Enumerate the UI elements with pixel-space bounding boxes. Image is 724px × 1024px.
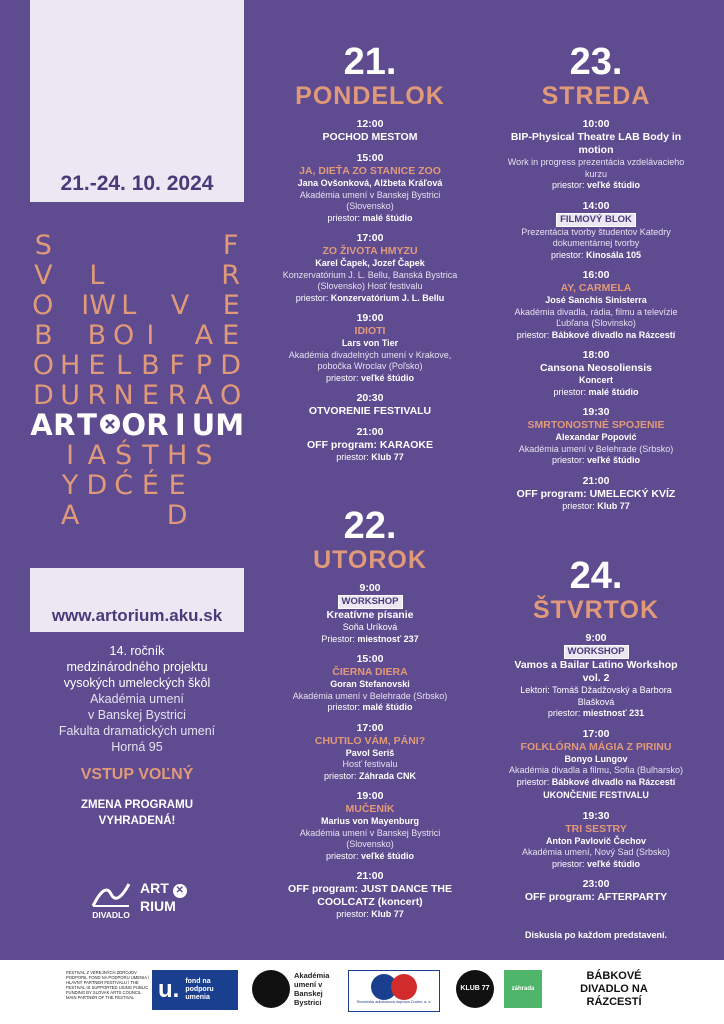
event: 14:00 FILMOVÝ BLOK Prezentácia tvorby študentov Katedry dokumentárnej tvorby priestor: Kinosála 105 [521, 199, 671, 260]
free-entry: VSTUP VOĽNÝ [80, 766, 194, 783]
day-number: 24. [569, 555, 623, 597]
event: 17:00 FOLKLÓRNA MÁGIA Z PIRINU Bonyo Lungov Akadémia divadla a filmu, Sofia (Bulharsko) priestor: Bábkové divadlo na Rázcestí UKONČENIE FESTIVALU [508, 727, 684, 800]
letter-row: Y D Ć É E [61, 469, 186, 501]
day-24 [506, 556, 686, 942]
discussion-note: Diskusia po každom predstavení. [524, 930, 668, 940]
workshop-badge: WORKSHOP [338, 595, 403, 609]
aku-icon [252, 970, 290, 1008]
day-name: ŠTVRTOK [533, 596, 659, 624]
event: 15:00 JA, DIEŤA ZO STANICE ZOO Jana Ovšonková, Alžbeta Kráľová Akadémia umení v Banskej Bystrici (Slovensko) priestor: malé štúdio [297, 152, 443, 223]
day-name: UTOROK [313, 546, 427, 574]
date-box [30, 0, 244, 202]
event: 12:00 POCHOD MESTOM [322, 118, 418, 143]
letter-row: I A Ś T H S [66, 439, 213, 471]
letter-row: B B O I A E [34, 319, 240, 351]
klub77-logo: KLUB 77 [456, 970, 494, 1008]
event: 19:00 MUČENÍK Marius von Mayenburg Akadémia umení v Banskej Bystrici (Slovensko) priestor: veľké štúdio [299, 790, 441, 861]
aku-logo: Akadémia umení v Banskej Bystrici [252, 970, 344, 1008]
letter-row: D U R N E R A O [32, 379, 242, 411]
letter-row: A D [60, 499, 188, 531]
divadlo-logo: DIVADLO [90, 880, 132, 920]
edition-info: 14. ročník medzinárodného projektu vysokých umeleckých škôl Akadémia umení v Banskej Bystrici Fakulta dramatických umení Horná 95 [58, 644, 216, 754]
day-21 [280, 42, 460, 464]
letter-row: O H E L B F P D [32, 349, 242, 381]
day-number: 23. [569, 41, 623, 83]
letter-row: S F [34, 229, 239, 261]
event: 9:00 WORKSHOP Kreatívne písanie Soňa Uríková Priestor: miestnosť 237 [321, 582, 419, 644]
event: 18:00 Cansona Neosoliensis Koncert priestor: malé štúdio [539, 349, 653, 397]
brand-wordmark: A R T O R I U M [30, 408, 245, 442]
workshop-badge: WORKSHOP [564, 645, 629, 659]
event: 16:00 AY, CARMELA José Sanchis Sinisterra Akadémia divadla, rádia, filmu a televízie Ľubľana (Slovinsko) priestor: Bábkové divadlo na Rázcestí [514, 269, 678, 340]
event: 20:30 OTVORENIE FESTIVALU [308, 392, 432, 417]
event: 10:00 BIP-Physical Theatre LAB Body in motion Work in progress prezentácia vzdelávacieho kurzu priestor: veľké štúdio [507, 118, 685, 190]
film-block-badge: FILMOVÝ BLOK [556, 213, 636, 227]
day-number: 22. [343, 505, 397, 547]
program-note: ZMENA PROGRAMU VYHRADENÁ! [80, 799, 193, 827]
day-number: 21. [343, 41, 397, 83]
event: 17:00 ZO ŽIVOTA HMYZU Karel Čapek, Jozef Čapek Konzervatórium J. L. Bellu, Banská Bystrica (Slovensko) Hosť festivalu priestor: Konzervatórium J. L. Bellu [282, 232, 458, 303]
url-box [30, 568, 244, 632]
event: 21:00 OFF program: KARAOKE priestor: Klub 77 [307, 426, 433, 462]
event: 21:00 OFF program: JUST DANCE THE COOLCATZ (koncert) priestor: Klub 77 [288, 870, 452, 919]
event: 9:00 WORKSHOP Vamos a Bailar Latino Workshop vol. 2 Lektori: Tomáš Džadžovský a Barbora Blašková priestor: miestnosť 231 [514, 632, 678, 718]
event: 19:00 IDIOTI Lars von Tier Akadémia divadelných umení v Krakove, pobočka Wroclav (Poľsko) priestor: veľké štúdio [288, 312, 452, 383]
festival-dates: 21.-24. 10. 2024 [60, 172, 214, 195]
fpu-logo: u. fond na podporu umenia [152, 970, 238, 1010]
artorium-logo: ART ✕ RIUM [140, 880, 187, 914]
website-link[interactable]: www.artorium.aku.sk [51, 606, 223, 625]
day-name: PONDELOK [295, 82, 445, 110]
day-23 [506, 42, 686, 512]
event: 19:30 TRI SESTRY Anton Pavlovič Čechov Akadémia umení, Nový Sad (Srbsko) priestor: veľké štúdio [521, 809, 671, 869]
letter-row: O IW L V E [32, 289, 240, 321]
day-name: STREDA [541, 82, 651, 110]
event: 21:00 OFF program: UMELECKÝ KVÍZ priestor: Klub 77 [516, 474, 676, 511]
event: 17:00 CHUTILO VÁM, PÁNI? Pavol Seriš Hosť festivalu priestor: Záhrada CNK [314, 721, 426, 781]
day-22 [280, 506, 460, 921]
letter-grid [30, 230, 244, 530]
sad-logo: Slovenská autobusová doprava Zvolen, a. s. [348, 970, 440, 1012]
artorium-x-icon: ✕ [173, 884, 187, 898]
zahrada-logo: záhrada [504, 970, 542, 1008]
public-funding-note: FESTIVAL Z VEREJNÝCH ZDROJOV PODPORIL FOND NA PODPORU UMENIA / HLAVNÝ PARTNER FESTIVALU / THE FESTIVAL IS SUPPORTED USING PUBLIC FUNDING BY SLOVAK ARTS COUNCIL MAIN PARTNER OF THE FESTIVAL [66, 970, 150, 1000]
letter-row: V L R [34, 259, 240, 291]
brand-x-icon [98, 408, 121, 442]
divadlo-icon [91, 880, 131, 908]
event: 15:00 ČIERNA DIERA Goran Stefanovski Akadémia umení v Belehrade (Srbsko) priestor: malé štúdio [292, 653, 448, 712]
sponsor-bar [0, 960, 724, 1024]
bdnr-logo: BÁBKOVÉ DIVADLO NA RÁZCESTÍ [580, 970, 648, 1008]
event: 23:00 OFF program: AFTERPARTY [524, 878, 668, 903]
event: 19:30 SMRTONOSTNÉ SPOJENIE Alexandar Popović Akadémia umení v Belehrade (Srbsko) priestor: veľké štúdio [518, 406, 674, 465]
